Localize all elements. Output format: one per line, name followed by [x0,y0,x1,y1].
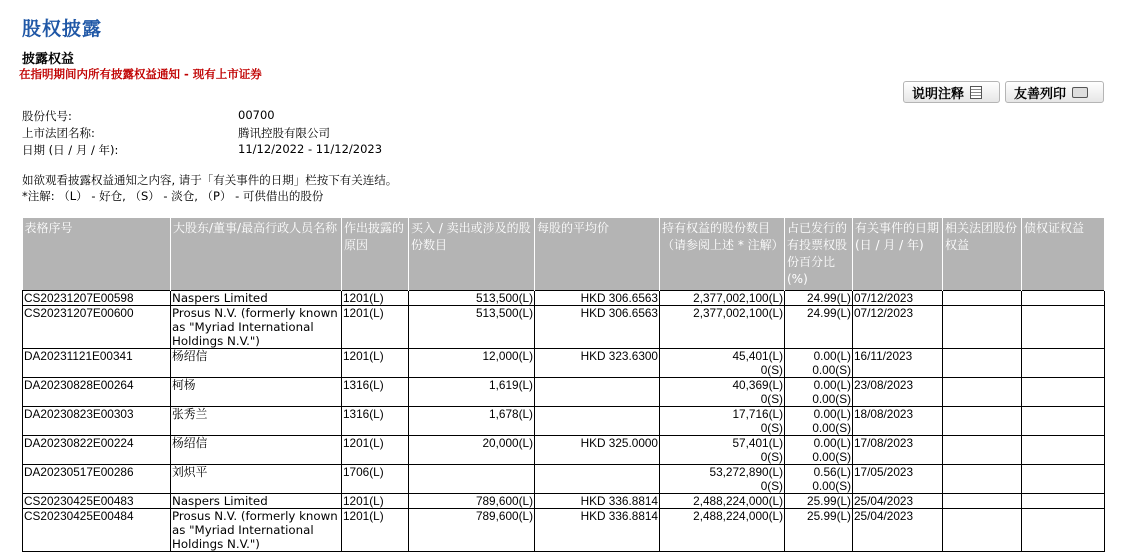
date-value: 11/12/2022 - 11/12/2023 [238,142,383,156]
cell-shares-held-text: 40,369(L) [732,378,783,392]
cell-debenture [1022,436,1105,465]
cell-event-date[interactable] [853,378,943,407]
table-row [23,306,1105,349]
cell-serial[interactable] [23,349,171,378]
cell-shares-held-text: 45,401(L) [732,349,783,363]
cell-event-date-text[interactable]: 23/08/2023 [854,378,914,392]
cell-avg-price [535,291,660,306]
cell-name-text: 柯杨 [172,378,196,392]
cell-percentage-short-text: 0.00(S) [812,421,851,435]
cell-event-date[interactable] [853,306,943,349]
cell-reason [342,436,409,465]
cell-avg-price [535,306,660,349]
table-row [23,509,1105,552]
cell-shares-held [660,494,785,509]
cell-percentage-short-text: 0.00(S) [812,363,851,377]
col-serial: 表格序号 [23,218,171,291]
cell-debenture [1022,378,1105,407]
cell-percentage [785,349,853,378]
cell-percentage-text: 24.99(L) [807,291,851,305]
cell-shares-involved-text: 12,000(L) [482,349,533,363]
notes-button[interactable] [903,81,1000,103]
cell-name [171,465,342,494]
cell-shares-held-text: 2,377,002,100(L) [693,306,783,320]
cell-percentage [785,378,853,407]
table-row [23,465,1105,494]
cell-name-text: 杨绍信 [172,349,208,363]
cell-assoc-interest [943,349,1022,378]
cell-avg-price-text: HKD 336.8814 [580,509,658,523]
cell-shares-held-short-text: 0(S) [760,392,783,406]
stock-code-label: 股份代号: [22,109,72,123]
cell-shares-involved-text: 20,000(L) [482,436,533,450]
cell-event-date-text[interactable]: 07/12/2023 [854,306,914,320]
cell-name-text: 刘炽平 [172,465,208,479]
cell-shares-held [660,436,785,465]
cell-event-date[interactable] [853,291,943,306]
col-event-date: 有关事件的日期 (日 / 月 / 年) [853,218,943,291]
cell-avg-price-text: HKD 306.6563 [580,291,658,305]
cell-serial[interactable] [23,407,171,436]
cell-serial-text[interactable]: DA20230822E00224 [24,436,134,450]
col-name: 大股东/董事/最高行政人员名称 [171,218,342,291]
cell-reason [342,494,409,509]
cell-reason [342,378,409,407]
cell-event-date[interactable] [853,465,943,494]
disclosure-table [22,218,1105,552]
stock-code-value: 00700 [238,108,275,122]
cell-reason-text: 1201(L) [343,306,384,320]
cell-name [171,509,342,552]
cell-shares-involved [409,349,535,378]
cell-avg-price-text: HKD 325.0000 [580,436,658,450]
table-row [23,378,1105,407]
cell-shares-held-text: 57,401(L) [732,436,783,450]
cell-avg-price [535,494,660,509]
cell-debenture [1022,291,1105,306]
cell-shares-held [660,378,785,407]
cell-debenture [1022,509,1105,552]
cell-serial-text[interactable]: CS20230425E00483 [24,494,134,508]
cell-event-date[interactable] [853,509,943,552]
cell-shares-involved [409,509,535,552]
cell-percentage [785,407,853,436]
cell-serial-text[interactable]: DA20230828E00264 [24,378,134,392]
cell-reason-text: 1201(L) [343,291,384,305]
cell-avg-price [535,349,660,378]
col-shares-involved: 买入 / 卖出或涉及的股份数目 [409,218,535,291]
cell-percentage-text: 0.00(L) [813,349,851,363]
company-value: 腾讯控股有限公司 [238,126,330,140]
cell-assoc-interest [943,465,1022,494]
cell-event-date[interactable] [853,407,943,436]
cell-serial[interactable] [23,378,171,407]
table-row [23,494,1105,509]
cell-avg-price-text: HKD 323.6300 [580,349,658,363]
cell-reason-text: 1201(L) [343,494,384,508]
col-reason: 作出披露的原因 [342,218,409,291]
cell-serial[interactable] [23,436,171,465]
cell-percentage-text: 0.00(L) [813,436,851,450]
cell-reason-text: 1316(L) [343,407,384,421]
cell-shares-held [660,465,785,494]
cell-avg-price [535,407,660,436]
cell-event-date-text[interactable]: 25/04/2023 [854,494,914,508]
cell-shares-held-short-text: 0(S) [760,421,783,435]
cell-serial[interactable] [23,291,171,306]
cell-avg-price [535,436,660,465]
table-header [23,218,1105,291]
print-button-label: 友善列印 [1014,86,1067,102]
cell-shares-held-text: 53,272,890(L) [709,465,783,479]
cell-assoc-interest [943,494,1022,509]
cell-percentage [785,436,853,465]
cell-shares-involved [409,378,535,407]
cell-shares-held [660,306,785,349]
cell-reason [342,291,409,306]
cell-name [171,291,342,306]
cell-name-text: 杨绍信 [172,436,208,450]
cell-shares-involved [409,436,535,465]
cell-name [171,407,342,436]
cell-event-date[interactable] [853,349,943,378]
cell-reason [342,509,409,552]
cell-reason-text: 1316(L) [343,378,384,392]
cell-shares-involved-text: 513,500(L) [475,306,533,320]
cell-reason-text: 1201(L) [343,509,384,523]
cell-percentage-short-text: 0.00(S) [812,392,851,406]
cell-name [171,378,342,407]
cell-shares-involved [409,465,535,494]
cell-shares-held-text: 2,377,002,100(L) [693,291,783,305]
cell-debenture [1022,306,1105,349]
cell-reason-text: 1201(L) [343,436,384,450]
table-row [23,407,1105,436]
cell-percentage-text: 0.00(L) [813,407,851,421]
cell-name-text: Prosus N.V. (formerly known as "Myriad International Holdings N.V.") [172,509,338,551]
cell-event-date-text[interactable]: 17/08/2023 [854,436,914,450]
cell-event-date-text[interactable]: 16/11/2023 [854,349,913,363]
cell-name-text: Naspers Limited [172,494,268,508]
cell-assoc-interest [943,291,1022,306]
cell-event-date-text[interactable]: 25/04/2023 [854,509,914,523]
cell-serial-text[interactable]: DA20230823E00303 [24,407,134,421]
cell-debenture [1022,407,1105,436]
cell-percentage-text: 0.56(L) [813,465,851,479]
print-button[interactable] [1005,81,1104,103]
cell-avg-price [535,378,660,407]
cell-assoc-interest [943,306,1022,349]
cell-reason-text: 1706(L) [343,465,384,479]
cell-serial-text[interactable]: CS20231207E00598 [24,291,134,305]
cell-serial-text[interactable]: CS20231207E00600 [24,306,134,320]
cell-shares-involved [409,407,535,436]
cell-shares-involved-text: 513,500(L) [475,291,533,305]
cell-assoc-interest [943,407,1022,436]
cell-assoc-interest [943,378,1022,407]
cell-shares-held-short-text: 0(S) [760,479,783,493]
cell-shares-involved-text: 789,600(L) [475,509,533,523]
table-row [23,349,1105,378]
cell-serial-text[interactable]: CS20230425E00484 [24,509,134,523]
cell-avg-price-text: HKD 306.6563 [580,306,658,320]
cell-name-text: 张秀兰 [172,407,208,421]
cell-percentage-text: 25.99(L) [807,494,851,508]
cell-reason [342,306,409,349]
cell-event-date-text[interactable]: 17/05/2023 [854,465,914,479]
cell-assoc-interest [943,509,1022,552]
cell-shares-involved [409,494,535,509]
cell-shares-held [660,407,785,436]
cell-percentage-text: 0.00(L) [813,378,851,392]
cell-avg-price-text: HKD 336.8814 [580,494,658,508]
col-avg-price: 每股的平均价 [535,218,660,291]
cell-shares-held-text: 2,488,224,000(L) [693,509,783,523]
col-percentage: 占已发行的有投票权股份百分比 (%) [785,218,853,291]
cell-name [171,306,342,349]
cell-reason [342,407,409,436]
cell-shares-held-text: 2,488,224,000(L) [693,494,783,508]
company-label: 上市法团名称: [22,126,95,140]
cell-shares-held [660,349,785,378]
cell-serial[interactable] [23,494,171,509]
cell-avg-price [535,509,660,552]
cell-serial[interactable] [23,306,171,349]
cell-shares-held [660,291,785,306]
cell-name [171,349,342,378]
cell-shares-involved [409,306,535,349]
cell-name [171,436,342,465]
table-row [23,436,1105,465]
cell-shares-involved [409,291,535,306]
cell-serial[interactable] [23,465,171,494]
cell-name-text: Naspers Limited [172,291,268,305]
cell-shares-held-short-text: 0(S) [760,450,783,464]
cell-percentage [785,291,853,306]
document-icon [970,86,982,99]
cell-percentage [785,306,853,349]
cell-percentage [785,465,853,494]
cell-assoc-interest [943,436,1022,465]
cell-shares-involved-text: 1,619(L) [489,378,533,392]
cell-percentage-short-text: 0.00(S) [812,450,851,464]
col-debenture: 债权证权益 [1022,218,1105,291]
cell-debenture [1022,494,1105,509]
cell-debenture [1022,349,1105,378]
table-row [23,291,1105,306]
cell-reason [342,465,409,494]
cell-shares-involved-text: 789,600(L) [475,494,533,508]
cell-shares-held [660,509,785,552]
cell-avg-price [535,465,660,494]
cell-shares-held-short-text: 0(S) [760,363,783,377]
cell-debenture [1022,465,1105,494]
cell-event-date[interactable] [853,436,943,465]
cell-percentage-text: 25.99(L) [807,509,851,523]
cell-reason-text: 1201(L) [343,349,384,363]
help-text: 如欲观看披露权益通知之内容, 请于「有关事件的日期」栏按下有关连结。 [22,173,398,187]
cell-shares-held-text: 17,716(L) [732,407,783,421]
cell-serial[interactable] [23,509,171,552]
cell-name-text: Prosus N.V. (formerly known as "Myriad International Holdings N.V.") [172,306,338,348]
section-title: 披露权益 [22,52,75,67]
cell-name [171,494,342,509]
col-shares-held: 持有权益的股份数目 （请参阅上述 * 注解） [660,218,785,291]
cell-percentage-short-text: 0.00(S) [812,479,851,493]
cell-serial-text[interactable]: DA20231121E00341 [24,349,133,363]
printer-icon [1072,87,1088,98]
notes-button-label: 说明注释 [912,86,965,102]
cell-percentage [785,509,853,552]
page-title: 股权披露 [22,18,103,40]
cell-reason [342,349,409,378]
cell-percentage [785,494,853,509]
cell-percentage-text: 24.99(L) [807,306,851,320]
notice-text: 在指明期间内所有披露权益通知 - 现有上市证券 [19,67,262,81]
cell-event-date[interactable] [853,494,943,509]
col-assoc-interest: 相关法团股份权益 [943,218,1022,291]
cell-event-date-text[interactable]: 18/08/2023 [854,407,914,421]
legend-note: *注解: （L） - 好仓, （S） - 淡仓, （P） - 可供借出的股份 [22,189,324,203]
cell-serial-text[interactable]: DA20230517E00286 [24,465,134,479]
date-label: 日期 (日 / 月 / 年): [22,143,119,157]
cell-event-date-text[interactable]: 07/12/2023 [854,291,914,305]
cell-shares-involved-text: 1,678(L) [489,407,533,421]
